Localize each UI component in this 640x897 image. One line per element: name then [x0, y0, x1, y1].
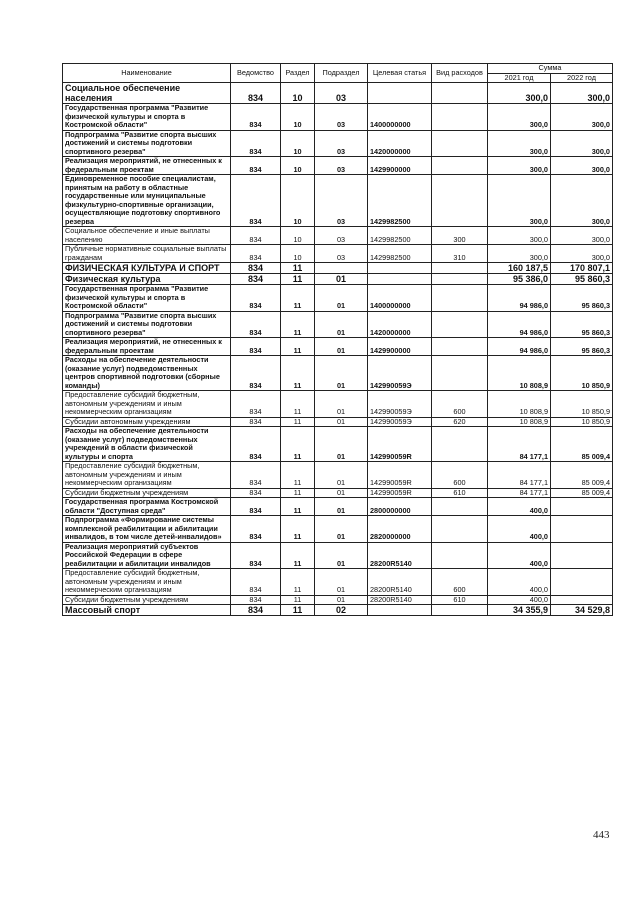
table-row: [63, 263, 613, 274]
section-cell: 10: [281, 83, 315, 104]
subsection-cell: [315, 263, 368, 274]
row-name-cell: Государственная программа Костромской области "Доступная среда": [63, 498, 231, 516]
dept-cell: 834: [231, 338, 281, 356]
exptype-cell: 610: [432, 488, 488, 498]
sum-2022-cell: [551, 569, 613, 596]
subsection-cell: 01: [315, 356, 368, 391]
row-name-cell: Реализация мероприятий, не отнесенных к федеральным проектам: [63, 157, 231, 175]
sum-2021-cell: 94 986,0: [488, 311, 551, 338]
target-cell: 1400000000: [368, 285, 432, 312]
table-row: [63, 542, 613, 569]
dept-cell: 834: [231, 417, 281, 427]
sum-2021-cell: 94 986,0: [488, 338, 551, 356]
target-cell: 142990059R: [368, 427, 432, 462]
sum-2021-cell: 400,0: [488, 498, 551, 516]
sum-2022-cell: 85 009,4: [551, 462, 613, 489]
sum-2022-cell: [551, 498, 613, 516]
row-name-cell: Предоставление субсидий бюджетным, автономным учреждениям и иным некоммерческим организациям: [63, 569, 231, 596]
sum-2021-cell: 10 808,9: [488, 417, 551, 427]
exptype-cell: [432, 83, 488, 104]
subsection-cell: 03: [315, 83, 368, 104]
header-target: Целевая статья: [368, 64, 432, 83]
row-name-cell: Государственная программа "Развитие физической культуры и спорта в Костромской области": [63, 104, 231, 131]
dept-cell: 834: [231, 605, 281, 616]
table-row: [63, 274, 613, 285]
table-row: [63, 356, 613, 391]
sum-2021-cell: 300,0: [488, 227, 551, 245]
target-cell: 28200R5140: [368, 569, 432, 596]
sum-2021-cell: 94 986,0: [488, 285, 551, 312]
subsection-cell: 03: [315, 245, 368, 263]
sum-2022-cell: 300,0: [551, 245, 613, 263]
sum-2021-cell: 300,0: [488, 83, 551, 104]
row-name-cell: Предоставление субсидий бюджетным, автономным учреждениям и иным некоммерческим организациям: [63, 462, 231, 489]
subsection-cell: 01: [315, 285, 368, 312]
table-row: [63, 245, 613, 263]
subsection-cell: 01: [315, 391, 368, 418]
row-name-cell: Предоставление субсидий бюджетным, автономным учреждениям и иным некоммерческим организациям: [63, 391, 231, 418]
target-cell: 1420000000: [368, 311, 432, 338]
sum-2022-cell: [551, 516, 613, 543]
section-cell: 11: [281, 285, 315, 312]
sum-2021-cell: 95 386,0: [488, 274, 551, 285]
page-number: 443: [593, 829, 610, 841]
exptype-cell: [432, 130, 488, 157]
dept-cell: 834: [231, 427, 281, 462]
exptype-cell: 310: [432, 245, 488, 263]
sum-2021-cell: 34 355,9: [488, 605, 551, 616]
subsection-cell: 03: [315, 104, 368, 131]
section-cell: 11: [281, 462, 315, 489]
exptype-cell: 600: [432, 462, 488, 489]
subsection-cell: 01: [315, 417, 368, 427]
table-row: [63, 311, 613, 338]
target-cell: 142990059R: [368, 462, 432, 489]
dept-cell: 834: [231, 542, 281, 569]
sum-2022-cell: 170 807,1: [551, 263, 613, 274]
dept-cell: 834: [231, 516, 281, 543]
target-cell: 142990059Э: [368, 417, 432, 427]
sum-2022-cell: 85 009,4: [551, 488, 613, 498]
sum-2022-cell: 95 860,3: [551, 338, 613, 356]
section-cell: 10: [281, 227, 315, 245]
section-cell: 11: [281, 274, 315, 285]
target-cell: 28200R5140: [368, 595, 432, 605]
table-row: [63, 595, 613, 605]
target-cell: 1429900000: [368, 338, 432, 356]
sum-2021-cell: 300,0: [488, 245, 551, 263]
dept-cell: 834: [231, 274, 281, 285]
sum-2022-cell: 300,0: [551, 130, 613, 157]
target-cell: 1400000000: [368, 104, 432, 131]
target-cell: 142990059Э: [368, 391, 432, 418]
sum-2021-cell: 10 808,9: [488, 356, 551, 391]
section-cell: 11: [281, 595, 315, 605]
header-section: Раздел: [281, 64, 315, 83]
dept-cell: 834: [231, 130, 281, 157]
dept-cell: 834: [231, 569, 281, 596]
subsection-cell: 03: [315, 227, 368, 245]
sum-2021-cell: 400,0: [488, 595, 551, 605]
section-cell: 11: [281, 488, 315, 498]
exptype-cell: [432, 311, 488, 338]
exptype-cell: 600: [432, 391, 488, 418]
row-name-cell: Реализация мероприятий, не отнесенных к федеральным проектам: [63, 338, 231, 356]
sum-2021-cell: 400,0: [488, 569, 551, 596]
dept-cell: 834: [231, 263, 281, 274]
sum-2022-cell: 10 850,9: [551, 356, 613, 391]
header-year-2022: 2022 год: [551, 73, 613, 83]
table-row: [63, 285, 613, 312]
row-name-cell: Подпрограмма «Формирование системы комплексной реабилитации и абилитации инвалидов, в том числе детей-инвалидов»: [63, 516, 231, 543]
row-name-cell: Субсидии бюджетным учреждениям: [63, 595, 231, 605]
target-cell: [368, 274, 432, 285]
sum-2022-cell: 300,0: [551, 83, 613, 104]
subsection-cell: 01: [315, 274, 368, 285]
section-cell: 10: [281, 175, 315, 227]
exptype-cell: [432, 516, 488, 543]
section-cell: 10: [281, 104, 315, 131]
target-cell: 2800000000: [368, 498, 432, 516]
section-cell: 11: [281, 311, 315, 338]
exptype-cell: 620: [432, 417, 488, 427]
table-row: [63, 605, 613, 616]
table-body: [63, 83, 613, 616]
section-cell: 11: [281, 338, 315, 356]
subsection-cell: 03: [315, 157, 368, 175]
row-name-cell: Государственная программа "Развитие физической культуры и спорта в Костромской области": [63, 285, 231, 312]
subsection-cell: 02: [315, 605, 368, 616]
row-name-cell: Подпрограмма "Развитие спорта высших достижений и системы подготовки спортивного резерва": [63, 311, 231, 338]
row-name-cell: Единовременное пособие специалистам, принятым на работу в областные государственные или муниципальные физкультурно-спортивные организации, осуществляющие подготовку спортивного резерва: [63, 175, 231, 227]
sum-2022-cell: 95 860,3: [551, 311, 613, 338]
table-row: [63, 516, 613, 543]
dept-cell: 834: [231, 245, 281, 263]
target-cell: [368, 83, 432, 104]
sum-2021-cell: 160 187,5: [488, 263, 551, 274]
exptype-cell: 600: [432, 569, 488, 596]
sum-2022-cell: 95 860,3: [551, 285, 613, 312]
target-cell: 1429900000: [368, 157, 432, 175]
exptype-cell: [432, 285, 488, 312]
subsection-cell: 01: [315, 595, 368, 605]
dept-cell: 834: [231, 285, 281, 312]
exptype-cell: [432, 356, 488, 391]
dept-cell: 834: [231, 498, 281, 516]
section-cell: 11: [281, 498, 315, 516]
sum-2021-cell: 300,0: [488, 157, 551, 175]
table-row: [63, 569, 613, 596]
table-row: [63, 338, 613, 356]
exptype-cell: [432, 427, 488, 462]
row-name-cell: Реализация мероприятий субъектов Российской Федерации в сфере реабилитации и абилитации инвалидов: [63, 542, 231, 569]
row-name-cell: Массовый спорт: [63, 605, 231, 616]
target-cell: 28200R5140: [368, 542, 432, 569]
sum-2022-cell: 300,0: [551, 175, 613, 227]
sum-2022-cell: 34 529,8: [551, 605, 613, 616]
section-cell: 11: [281, 569, 315, 596]
table-row: [63, 227, 613, 245]
section-cell: 11: [281, 605, 315, 616]
table-row: [63, 498, 613, 516]
row-name-cell: Физическая культура: [63, 274, 231, 285]
table-row: [63, 391, 613, 418]
target-cell: 2820000000: [368, 516, 432, 543]
header-exptype: Вид расходов: [432, 64, 488, 83]
sum-2021-cell: 84 177,1: [488, 488, 551, 498]
section-cell: 11: [281, 417, 315, 427]
section-cell: 10: [281, 245, 315, 263]
dept-cell: 834: [231, 462, 281, 489]
subsection-cell: 01: [315, 462, 368, 489]
table-row: [63, 104, 613, 131]
sum-2022-cell: 95 860,3: [551, 274, 613, 285]
dept-cell: 834: [231, 104, 281, 131]
section-cell: 11: [281, 391, 315, 418]
target-cell: [368, 263, 432, 274]
sum-2021-cell: 10 808,9: [488, 391, 551, 418]
table-row: [63, 157, 613, 175]
dept-cell: 834: [231, 311, 281, 338]
sum-2022-cell: [551, 542, 613, 569]
dept-cell: 834: [231, 157, 281, 175]
section-cell: 11: [281, 542, 315, 569]
exptype-cell: [432, 274, 488, 285]
subsection-cell: 01: [315, 311, 368, 338]
sum-2022-cell: 300,0: [551, 227, 613, 245]
sum-2022-cell: [551, 595, 613, 605]
exptype-cell: [432, 104, 488, 131]
dept-cell: 834: [231, 595, 281, 605]
sum-2021-cell: 84 177,1: [488, 462, 551, 489]
exptype-cell: [432, 175, 488, 227]
sum-2021-cell: 300,0: [488, 104, 551, 131]
row-name-cell: Подпрограмма "Развитие спорта высших достижений и системы подготовки спортивного резерва": [63, 130, 231, 157]
dept-cell: 834: [231, 227, 281, 245]
target-cell: 1429982500: [368, 175, 432, 227]
target-cell: 1420000000: [368, 130, 432, 157]
sum-2022-cell: 300,0: [551, 104, 613, 131]
sum-2021-cell: 400,0: [488, 542, 551, 569]
subsection-cell: 01: [315, 542, 368, 569]
dept-cell: 834: [231, 356, 281, 391]
section-cell: 11: [281, 263, 315, 274]
header-year-2021: 2021 год: [488, 73, 551, 83]
exptype-cell: [432, 157, 488, 175]
section-cell: 11: [281, 427, 315, 462]
row-name-cell: Публичные нормативные социальные выплаты гражданам: [63, 245, 231, 263]
row-name-cell: Социальное обеспечение и иные выплаты населению: [63, 227, 231, 245]
table-row: [63, 83, 613, 104]
sum-2022-cell: 300,0: [551, 157, 613, 175]
target-cell: 142990059R: [368, 488, 432, 498]
sum-2021-cell: 400,0: [488, 516, 551, 543]
subsection-cell: 03: [315, 130, 368, 157]
row-name-cell: Расходы на обеспечение деятельности (оказание услуг) подведомственных центров спортивной подготовки (сборные команды): [63, 356, 231, 391]
subsection-cell: 01: [315, 498, 368, 516]
exptype-cell: [432, 338, 488, 356]
table-row: [63, 427, 613, 462]
row-name-cell: Субсидии автономным учреждениям: [63, 417, 231, 427]
sum-2022-cell: 85 009,4: [551, 427, 613, 462]
target-cell: 142990059Э: [368, 356, 432, 391]
row-name-cell: ФИЗИЧЕСКАЯ КУЛЬТУРА И СПОРТ: [63, 263, 231, 274]
header-name: Наименование: [63, 64, 231, 83]
header-dept: Ведомство: [231, 64, 281, 83]
header-sum: Сумма: [488, 64, 613, 74]
section-cell: 11: [281, 516, 315, 543]
budget-table: [62, 63, 613, 616]
section-cell: 10: [281, 157, 315, 175]
section-cell: 10: [281, 130, 315, 157]
target-cell: [368, 605, 432, 616]
table-row: [63, 175, 613, 227]
subsection-cell: 01: [315, 338, 368, 356]
sum-2021-cell: 84 177,1: [488, 427, 551, 462]
table-row: [63, 130, 613, 157]
row-name-cell: Социальное обеспечение населения: [63, 83, 231, 104]
exptype-cell: [432, 263, 488, 274]
subsection-cell: 01: [315, 488, 368, 498]
dept-cell: 834: [231, 175, 281, 227]
target-cell: 1429982500: [368, 245, 432, 263]
target-cell: 1429982500: [368, 227, 432, 245]
dept-cell: 834: [231, 488, 281, 498]
subsection-cell: 03: [315, 175, 368, 227]
sum-2021-cell: 300,0: [488, 130, 551, 157]
header-subsection: Подраздел: [315, 64, 368, 83]
row-name-cell: Расходы на обеспечение деятельности (оказание услуг) подведомственных учреждений в области физической культуры и спорта: [63, 427, 231, 462]
table-row: [63, 462, 613, 489]
dept-cell: 834: [231, 391, 281, 418]
sum-2021-cell: 300,0: [488, 175, 551, 227]
section-cell: 11: [281, 356, 315, 391]
dept-cell: 834: [231, 83, 281, 104]
sum-2022-cell: 10 850,9: [551, 391, 613, 418]
exptype-cell: [432, 498, 488, 516]
subsection-cell: 01: [315, 427, 368, 462]
exptype-cell: [432, 542, 488, 569]
subsection-cell: 01: [315, 516, 368, 543]
exptype-cell: 300: [432, 227, 488, 245]
row-name-cell: Субсидии бюджетным учреждениям: [63, 488, 231, 498]
subsection-cell: 01: [315, 569, 368, 596]
sum-2022-cell: 10 850,9: [551, 417, 613, 427]
exptype-cell: [432, 605, 488, 616]
exptype-cell: 610: [432, 595, 488, 605]
